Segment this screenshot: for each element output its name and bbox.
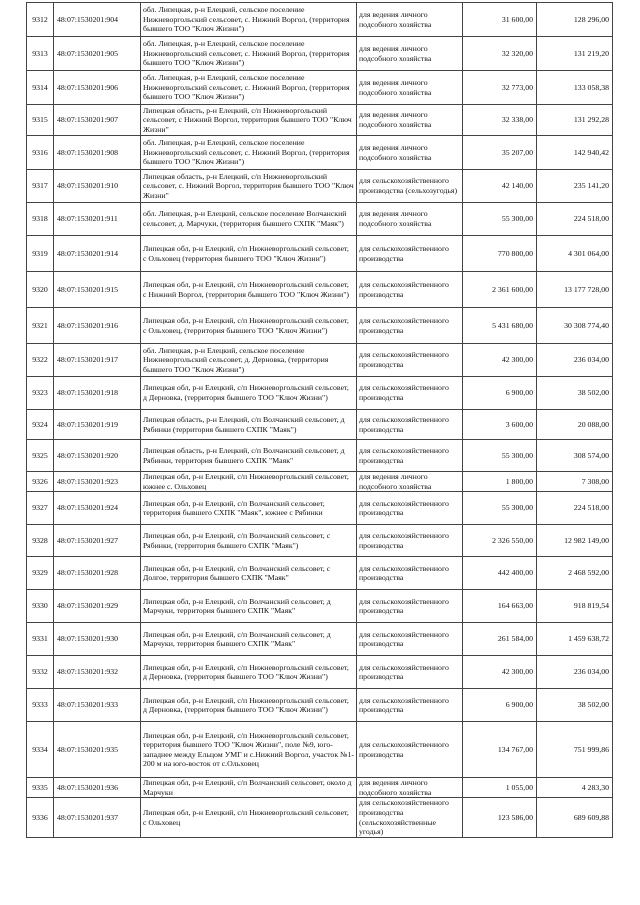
table-row — [27, 203, 613, 236]
cadastral-number: 48:07:1530201:906 — [54, 71, 141, 105]
cadastral-number: 48:07:1530201:930 — [54, 623, 141, 656]
parcel-address: обл. Липецкая, р-н Елецкий, сельское поселение Нижневоргольский сельсовет, д. Дерновка, (территория бывшего ТОО "Ключ Жизни") — [141, 344, 357, 377]
cadastral-value: 751 999,86 — [537, 722, 613, 778]
cadastral-number: 48:07:1530201:911 — [54, 203, 141, 236]
parcel-area: 442 400,00 — [463, 557, 537, 590]
row-number: 9329 — [27, 557, 54, 590]
row-number: 9327 — [27, 492, 54, 525]
parcel-address: Липецкая обл, р-н Елецкий, с/п Нижневоргольский сельсовет, с Ольховец (территория бывшего ТОО "Ключ Жизни") — [141, 236, 357, 272]
parcel-address: Липецкая обл, р-н Елецкий, с/п Нижневоргольский сельсовет, д Дерновка, (территория бывшего ТОО "Ключ Жизни") — [141, 656, 357, 689]
table-body — [27, 3, 613, 838]
table-row — [27, 525, 613, 557]
cadastral-number: 48:07:1530201:908 — [54, 136, 141, 170]
parcel-area: 134 767,00 — [463, 722, 537, 778]
parcel-address: Липецкая обл, р-н Елецкий, с/п Нижневоргольский сельсовет, д Дерновка, (территория бывшего ТОО "Ключ Жизни") — [141, 377, 357, 410]
parcel-area: 42 300,00 — [463, 344, 537, 377]
table-row — [27, 689, 613, 722]
parcel-address: Липецкая область, р-н Елецкий, с/п Волчанский сельсовет, д Рябинки (территория бывшего СХПК "Маяк") — [141, 410, 357, 440]
parcel-area: 164 663,00 — [463, 590, 537, 623]
cadastral-value: 2 468 592,00 — [537, 557, 613, 590]
cadastral-number: 48:07:1530201:905 — [54, 37, 141, 71]
permitted-use: для сельскохозяйственного производства — [357, 525, 463, 557]
permitted-use: для сельскохозяйственного производства — [357, 590, 463, 623]
permitted-use: для сельскохозяйственного производства — [357, 410, 463, 440]
cadastral-number: 48:07:1530201:932 — [54, 656, 141, 689]
permitted-use: для ведения личного подсобного хозяйства — [357, 3, 463, 37]
cadastral-number: 48:07:1530201:915 — [54, 272, 141, 308]
parcel-address: обл. Липецкая, р-н Елецкий, сельское поселение Нижневоргольский сельсовет, с. Нижний Воргол, (территория бывшего ТОО "Ключ Жизни") — [141, 136, 357, 170]
cadastral-value: 20 088,00 — [537, 410, 613, 440]
parcel-area: 32 773,00 — [463, 71, 537, 105]
parcel-address: обл. Липецкая, р-н Елецкий, сельское поселение Нижневоргольский сельсовет, с. Нижний Воргол, (территория бывшего ТОО "Ключ Жизни") — [141, 37, 357, 71]
cadastral-value: 131 292,28 — [537, 105, 613, 136]
parcel-address: Липецкая обл, р-н Елецкий, с/п Волчанский сельсовет, около д Марчуки — [141, 778, 357, 798]
table-row — [27, 472, 613, 492]
table-row — [27, 170, 613, 203]
cadastral-number: 48:07:1530201:933 — [54, 689, 141, 722]
row-number: 9323 — [27, 377, 54, 410]
permitted-use: для ведения личного подсобного хозяйства — [357, 472, 463, 492]
cadastral-number: 48:07:1530201:924 — [54, 492, 141, 525]
cadastral-number: 48:07:1530201:927 — [54, 525, 141, 557]
cadastral-value: 224 518,00 — [537, 492, 613, 525]
cadastral-number: 48:07:1530201:919 — [54, 410, 141, 440]
row-number: 9333 — [27, 689, 54, 722]
cadastral-number: 48:07:1530201:917 — [54, 344, 141, 377]
table-row — [27, 105, 613, 136]
permitted-use: для сельскохозяйственного производства — [357, 623, 463, 656]
cadastral-value: 13 177 728,00 — [537, 272, 613, 308]
row-number: 9317 — [27, 170, 54, 203]
cadastral-number: 48:07:1530201:937 — [54, 798, 141, 837]
parcel-address: Липецкая обл, р-н Елецкий, с/п Нижневоргольский сельсовет, д Дерновка, (территория бывшего ТОО "Ключ Жизни") — [141, 689, 357, 722]
parcel-area: 5 431 680,00 — [463, 308, 537, 344]
cadastral-value: 1 459 638,72 — [537, 623, 613, 656]
permitted-use: для сельскохозяйственного производства — [357, 272, 463, 308]
row-number: 9322 — [27, 344, 54, 377]
table-row — [27, 656, 613, 689]
row-number: 9330 — [27, 590, 54, 623]
table-row — [27, 722, 613, 778]
parcel-area: 261 584,00 — [463, 623, 537, 656]
table-row — [27, 236, 613, 272]
cadastral-value: 235 141,20 — [537, 170, 613, 203]
table-row — [27, 557, 613, 590]
parcel-address: Липецкая обл, р-н Елецкий, с/п Нижневоргольский сельсовет, с Нижний Воргол, (территория бывшего ТОО "Ключ Жизни") — [141, 272, 357, 308]
cadastral-number: 48:07:1530201:935 — [54, 722, 141, 778]
parcel-area: 35 207,00 — [463, 136, 537, 170]
table-row — [27, 136, 613, 170]
parcel-area: 2 361 600,00 — [463, 272, 537, 308]
table-row — [27, 798, 613, 837]
cadastral-number: 48:07:1530201:904 — [54, 3, 141, 37]
row-number: 9332 — [27, 656, 54, 689]
cadastral-number: 48:07:1530201:907 — [54, 105, 141, 136]
parcel-area: 6 900,00 — [463, 377, 537, 410]
permitted-use: для сельскохозяйственного производства — [357, 236, 463, 272]
table-row — [27, 410, 613, 440]
parcel-address: обл. Липецкая, р-н Елецкий, сельское поселение Нижневоргольский сельсовет, с. Нижний Воргол, (территория бывшего ТОО "Ключ Жизни") — [141, 71, 357, 105]
cadastral-number: 48:07:1530201:923 — [54, 472, 141, 492]
cadastral-value: 308 574,00 — [537, 440, 613, 472]
row-number: 9336 — [27, 798, 54, 837]
table-row — [27, 37, 613, 71]
cadastral-value: 38 502,00 — [537, 377, 613, 410]
cadastral-number: 48:07:1530201:936 — [54, 778, 141, 798]
cadastral-value: 133 058,38 — [537, 71, 613, 105]
row-number: 9314 — [27, 71, 54, 105]
row-number: 9335 — [27, 778, 54, 798]
cadastral-value: 128 296,00 — [537, 3, 613, 37]
cadastral-number: 48:07:1530201:918 — [54, 377, 141, 410]
row-number: 9325 — [27, 440, 54, 472]
parcel-address: Липецкая обл, р-н Елецкий, с/п Волчанский сельсовет, территория бывшего СХПК "Маяк", южнее с Рябинки — [141, 492, 357, 525]
parcel-address: Липецкая обл, р-н Елецкий, с/п Волчанский сельсовет, д Марчуки, территория бывшего СХПК "Маяк" — [141, 623, 357, 656]
permitted-use: для сельскохозяйственного производства — [357, 722, 463, 778]
parcel-address: Липецкая обл, р-н Елецкий, с/п Нижневоргольский сельсовет, с Ольховец — [141, 798, 357, 837]
table-row — [27, 71, 613, 105]
cadastral-value: 4 283,30 — [537, 778, 613, 798]
parcel-area: 32 338,00 — [463, 105, 537, 136]
parcel-area: 770 800,00 — [463, 236, 537, 272]
parcel-address: Липецкая обл, р-н Елецкий, с/п Нижневоргольский сельсовет, территория бывшего ТОО "Ключ Жизни", поле №9, юго-западнее между Ельцом УМГ и с.Нижний Воргол, участок №1-200 м на юго-восток от с.Ольховец — [141, 722, 357, 778]
parcel-address: Липецкая область, р-н Елецкий, с/п Нижневоргольский сельсовет, с Нижний Воргол, территория бывшего ТОО "Ключ Жизни" — [141, 105, 357, 136]
parcel-address: обл. Липецкая, р-н Елецкий, сельское поселение Волчанский сельсовет, д. Марчуки, (территория бывшего СХПК "Маяк") — [141, 203, 357, 236]
permitted-use: для сельскохозяйственного производства — [357, 377, 463, 410]
table-row — [27, 308, 613, 344]
cadastral-number: 48:07:1530201:910 — [54, 170, 141, 203]
row-number: 9326 — [27, 472, 54, 492]
row-number: 9331 — [27, 623, 54, 656]
table-row — [27, 344, 613, 377]
row-number: 9320 — [27, 272, 54, 308]
permitted-use: для сельскохозяйственного производства — [357, 557, 463, 590]
table-row — [27, 377, 613, 410]
parcel-area: 55 300,00 — [463, 203, 537, 236]
table-row — [27, 778, 613, 798]
parcel-area: 42 140,00 — [463, 170, 537, 203]
parcel-address: Липецкая обл, р-н Елецкий, с/п Нижневоргольский сельсовет, с Ольховец, (территория бывшего ТОО "Ключ Жизни") — [141, 308, 357, 344]
table-row — [27, 590, 613, 623]
cadastral-number: 48:07:1530201:916 — [54, 308, 141, 344]
parcel-area: 3 600,00 — [463, 410, 537, 440]
cadastral-number: 48:07:1530201:928 — [54, 557, 141, 590]
parcel-address: Липецкая обл, р-н Елецкий, с/п Волчанский сельсовет, д Марчуки, территория бывшего СХПК "Маяк" — [141, 590, 357, 623]
cadastral-value: 689 609,88 — [537, 798, 613, 837]
cadastral-value: 131 219,20 — [537, 37, 613, 71]
cadastral-value: 142 940,42 — [537, 136, 613, 170]
parcel-address: Липецкая обл, р-н Елецкий, с/п Волчанский сельсовет, с Долгое, территория бывшего СХПК "Маяк" — [141, 557, 357, 590]
permitted-use: для ведения личного подсобного хозяйства — [357, 105, 463, 136]
row-number: 9313 — [27, 37, 54, 71]
row-number: 9328 — [27, 525, 54, 557]
permitted-use: для сельскохозяйственного производства (сельхозугодья) — [357, 170, 463, 203]
row-number: 9319 — [27, 236, 54, 272]
parcel-area: 55 300,00 — [463, 440, 537, 472]
permitted-use: для сельскохозяйственного производства — [357, 656, 463, 689]
parcel-address: Липецкая обл, р-н Елецкий, с/п Нижневоргольский сельсовет, южнее с. Ольховец — [141, 472, 357, 492]
cadastral-number: 48:07:1530201:920 — [54, 440, 141, 472]
parcel-address: Липецкая обл, р-н Елецкий, с/п Волчанский сельсовет, с Рябинки, (территория бывшего СХПК "Маяк") — [141, 525, 357, 557]
table-row — [27, 3, 613, 37]
permitted-use: для сельскохозяйственного производства — [357, 492, 463, 525]
parcel-area: 6 900,00 — [463, 689, 537, 722]
table-row — [27, 272, 613, 308]
cadastral-value: 918 819,54 — [537, 590, 613, 623]
cadastral-value: 4 301 064,00 — [537, 236, 613, 272]
row-number: 9324 — [27, 410, 54, 440]
land-parcels-table — [26, 2, 613, 838]
row-number: 9334 — [27, 722, 54, 778]
row-number: 9321 — [27, 308, 54, 344]
permitted-use: для сельскохозяйственного производства — [357, 308, 463, 344]
row-number: 9316 — [27, 136, 54, 170]
cadastral-number: 48:07:1530201:914 — [54, 236, 141, 272]
permitted-use: для сельскохозяйственного производства — [357, 689, 463, 722]
row-number: 9315 — [27, 105, 54, 136]
permitted-use: для сельскохозяйственного производства (сельскохозяйственные угодья) — [357, 798, 463, 837]
cadastral-value: 7 308,00 — [537, 472, 613, 492]
permitted-use: для ведения личного подсобного хозяйства — [357, 136, 463, 170]
parcel-area: 1 055,00 — [463, 778, 537, 798]
parcel-area: 31 600,00 — [463, 3, 537, 37]
row-number: 9318 — [27, 203, 54, 236]
cadastral-value: 30 308 774,40 — [537, 308, 613, 344]
cadastral-value: 236 034,00 — [537, 656, 613, 689]
cadastral-value: 224 518,00 — [537, 203, 613, 236]
parcel-address: Липецкая область, р-н Елецкий, с/п Нижневоргольский сельсовет, с. Нижний Воргол, территория бывшего ТОО "Ключ Жизни" — [141, 170, 357, 203]
table-row — [27, 492, 613, 525]
parcel-address: Липецкая область, р-н Елецкий, с/п Волчанский сельсовет, д Рябинки, территория бывшего СХПК "Маяк" — [141, 440, 357, 472]
cadastral-value: 236 034,00 — [537, 344, 613, 377]
cadastral-value: 12 982 149,00 — [537, 525, 613, 557]
parcel-address: обл. Липецкая, р-н Елецкий, сельское поселение Нижневоргольский сельсовет, с. Нижний Воргол, (территория бывшего ТОО "Ключ Жизни") — [141, 3, 357, 37]
permitted-use: для ведения личного подсобного хозяйства — [357, 203, 463, 236]
table-row — [27, 440, 613, 472]
row-number: 9312 — [27, 3, 54, 37]
permitted-use: для ведения личного подсобного хозяйства — [357, 778, 463, 798]
parcel-area: 55 300,00 — [463, 492, 537, 525]
permitted-use: для сельскохозяйственного производства — [357, 440, 463, 472]
permitted-use: для сельскохозяйственного производства — [357, 344, 463, 377]
permitted-use: для ведения личного подсобного хозяйства — [357, 37, 463, 71]
parcel-area: 1 800,00 — [463, 472, 537, 492]
cadastral-number: 48:07:1530201:929 — [54, 590, 141, 623]
parcel-area: 32 320,00 — [463, 37, 537, 71]
parcel-area: 2 326 550,00 — [463, 525, 537, 557]
parcel-area: 123 586,00 — [463, 798, 537, 837]
permitted-use: для ведения личного подсобного хозяйства — [357, 71, 463, 105]
table-row — [27, 623, 613, 656]
cadastral-value: 38 502,00 — [537, 689, 613, 722]
parcel-area: 42 300,00 — [463, 656, 537, 689]
land-registry-page — [26, 2, 612, 838]
